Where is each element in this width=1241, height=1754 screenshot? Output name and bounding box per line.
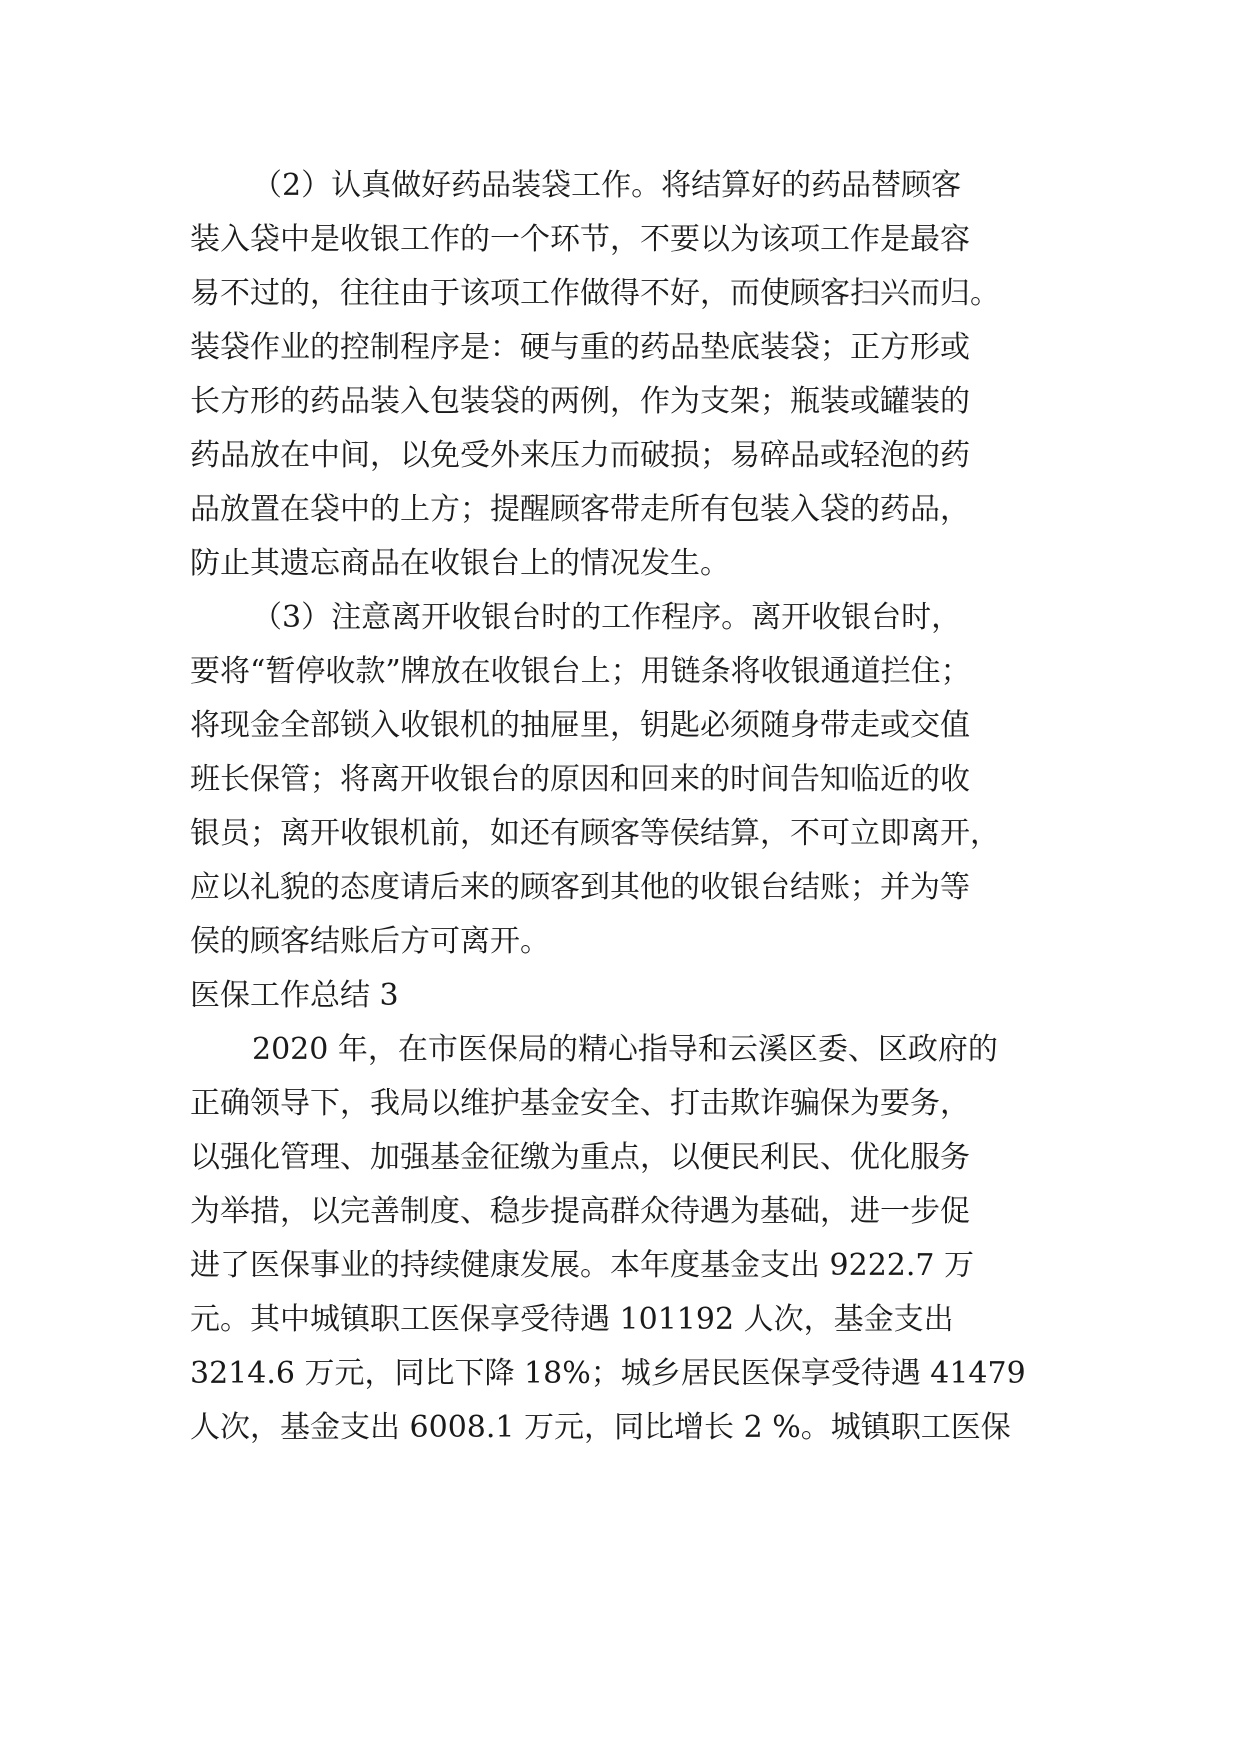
paragraph-line: 进了医保事业的持续健康发展。本年度基金支出 9222.7 万 (190, 1248, 975, 1283)
paragraph-line: 班长保管；将离开收银台的原因和回来的时间告知临近的收 (190, 762, 970, 797)
paragraph-line: 2020 年，在市医保局的精心指导和云溪区委、区政府的 (252, 1032, 998, 1067)
paragraph-line: （2）认真做好药品装袋工作。将结算好的药品替顾客 (252, 168, 962, 203)
paragraph-line: 长方形的药品装入包装袋的两例，作为支架；瓶装或罐装的 (190, 384, 970, 419)
section-heading: 医保工作总结 3 (190, 978, 399, 1013)
paragraph-line: 将现金全部锁入收银机的抽屉里，钥匙必须随身带走或交值 (190, 708, 970, 743)
paragraph-line: 元。其中城镇职工医保享受待遇 101192 人次，基金支出 (190, 1302, 954, 1337)
paragraph-line: 装袋作业的控制程序是：硬与重的药品垫底装袋；正方形或 (190, 330, 970, 365)
paragraph-line: 正确领导下，我局以维护基金安全、打击欺诈骗保为要务， (190, 1086, 970, 1121)
paragraph-line: 装入袋中是收银工作的一个环节，不要以为该项工作是最容 (190, 222, 970, 257)
paragraph-line: 3214.6 万元，同比下降 18%；城乡居民医保享受待遇 41479 (190, 1356, 1026, 1391)
paragraph-line: （3）注意离开收银台时的工作程序。离开收银台时， (252, 600, 962, 635)
paragraph-line: 人次，基金支出 6008.1 万元，同比增长 2 %。城镇职工医保 (190, 1410, 1011, 1445)
paragraph-line: 药品放在中间，以免受外来压力而破损；易碎品或轻泡的药 (190, 438, 970, 473)
paragraph-line: 侯的顾客结账后方可离开。 (190, 924, 550, 959)
paragraph-line: 银员；离开收银机前，如还有顾客等侯结算，不可立即离开， (190, 816, 1000, 851)
paragraph-line: 防止其遗忘商品在收银台上的情况发生。 (190, 546, 730, 581)
paragraph-line: 要将“暂停收款”牌放在收银台上；用链条将收银通道拦住； (190, 654, 971, 689)
paragraph-line: 易不过的，往往由于该项工作做得不好，而使顾客扫兴而归。 (190, 276, 1000, 311)
paragraph-line: 以强化管理、加强基金征缴为重点，以便民利民、优化服务 (190, 1140, 970, 1175)
paragraph-line: 为举措，以完善制度、稳步提高群众待遇为基础，进一步促 (190, 1194, 970, 1229)
paragraph-line: 应以礼貌的态度请后来的顾客到其他的收银台结账；并为等 (190, 870, 970, 905)
paragraph-line: 品放置在袋中的上方；提醒顾客带走所有包装入袋的药品， (190, 492, 970, 527)
